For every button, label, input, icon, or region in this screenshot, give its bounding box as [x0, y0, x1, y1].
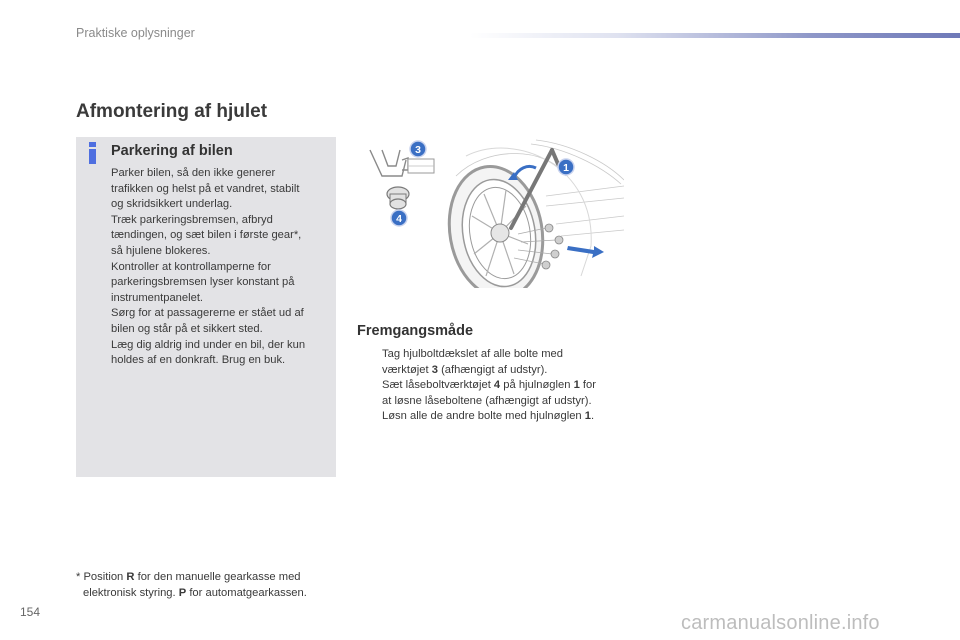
- info-line: Kontroller at kontrollamperne for: [111, 260, 271, 273]
- info-line: instrumentpanelet.: [111, 291, 204, 304]
- info-line: og skridsikkert underlag.: [111, 198, 233, 211]
- info-line: bilen og står på et sikkert sted.: [111, 322, 263, 335]
- info-line: tændingen, og sæt bilen i første gear*,: [111, 229, 302, 242]
- callout-4-label: 4: [396, 213, 402, 226]
- info-line: Læg dig aldrig ind under en bil, der kun: [111, 338, 306, 351]
- info-line: trafikken og helst på et vandret, stabilt: [111, 182, 300, 195]
- list-item: Løsn alle de andre bolte med hjulnøglen 1.: [382, 410, 595, 423]
- list-item: Sæt låseboltværktøjet 4 på hjulnøglen 1 for at løsne låseboltene (afhængigt af udstyr).: [382, 379, 596, 407]
- section-label: Praktiske oplysninger: [76, 26, 195, 40]
- procedure-steps: [362, 347, 632, 425]
- info-line: holdes af en donkraft. Brug en buk.: [111, 354, 286, 367]
- info-line: Parker bilen, så den ikke generer: [111, 167, 276, 179]
- callout-1-label: 1: [563, 162, 569, 175]
- page-title: Afmontering af hjulet: [76, 101, 268, 122]
- info-box-text: [111, 166, 329, 369]
- footnote: * Position R for den manuelle gearkasse med elektronisk styring. P for automatgearkassen.: [76, 571, 307, 599]
- info-box-title: Parkering af bilen: [111, 143, 233, 159]
- info-icon: [85, 142, 101, 164]
- list-item: Tag hjulboltdækslet af alle bolte med værktøjet 3 (afhængigt af udstyr).: [382, 348, 563, 376]
- info-line: Sørg for at passagererne er stået ud af: [111, 307, 304, 320]
- wheel-removal-illustration: [356, 136, 624, 288]
- watermark: carmanualsonline.info: [681, 612, 880, 634]
- callout-3: [410, 141, 426, 157]
- callout-3-label: 3: [415, 144, 421, 157]
- procedure-title: Fremgangsmåde: [357, 323, 474, 339]
- info-line: parkeringsbremsen lyser konstant på: [111, 276, 295, 289]
- info-line: så hjulene blokeres.: [111, 244, 211, 257]
- callout-4: [391, 210, 407, 226]
- info-line: Træk parkeringsbremsen, afbryd: [111, 213, 273, 226]
- header-accent-bar: [470, 33, 960, 38]
- callout-1: [558, 159, 574, 175]
- page-number: 154: [20, 605, 41, 619]
